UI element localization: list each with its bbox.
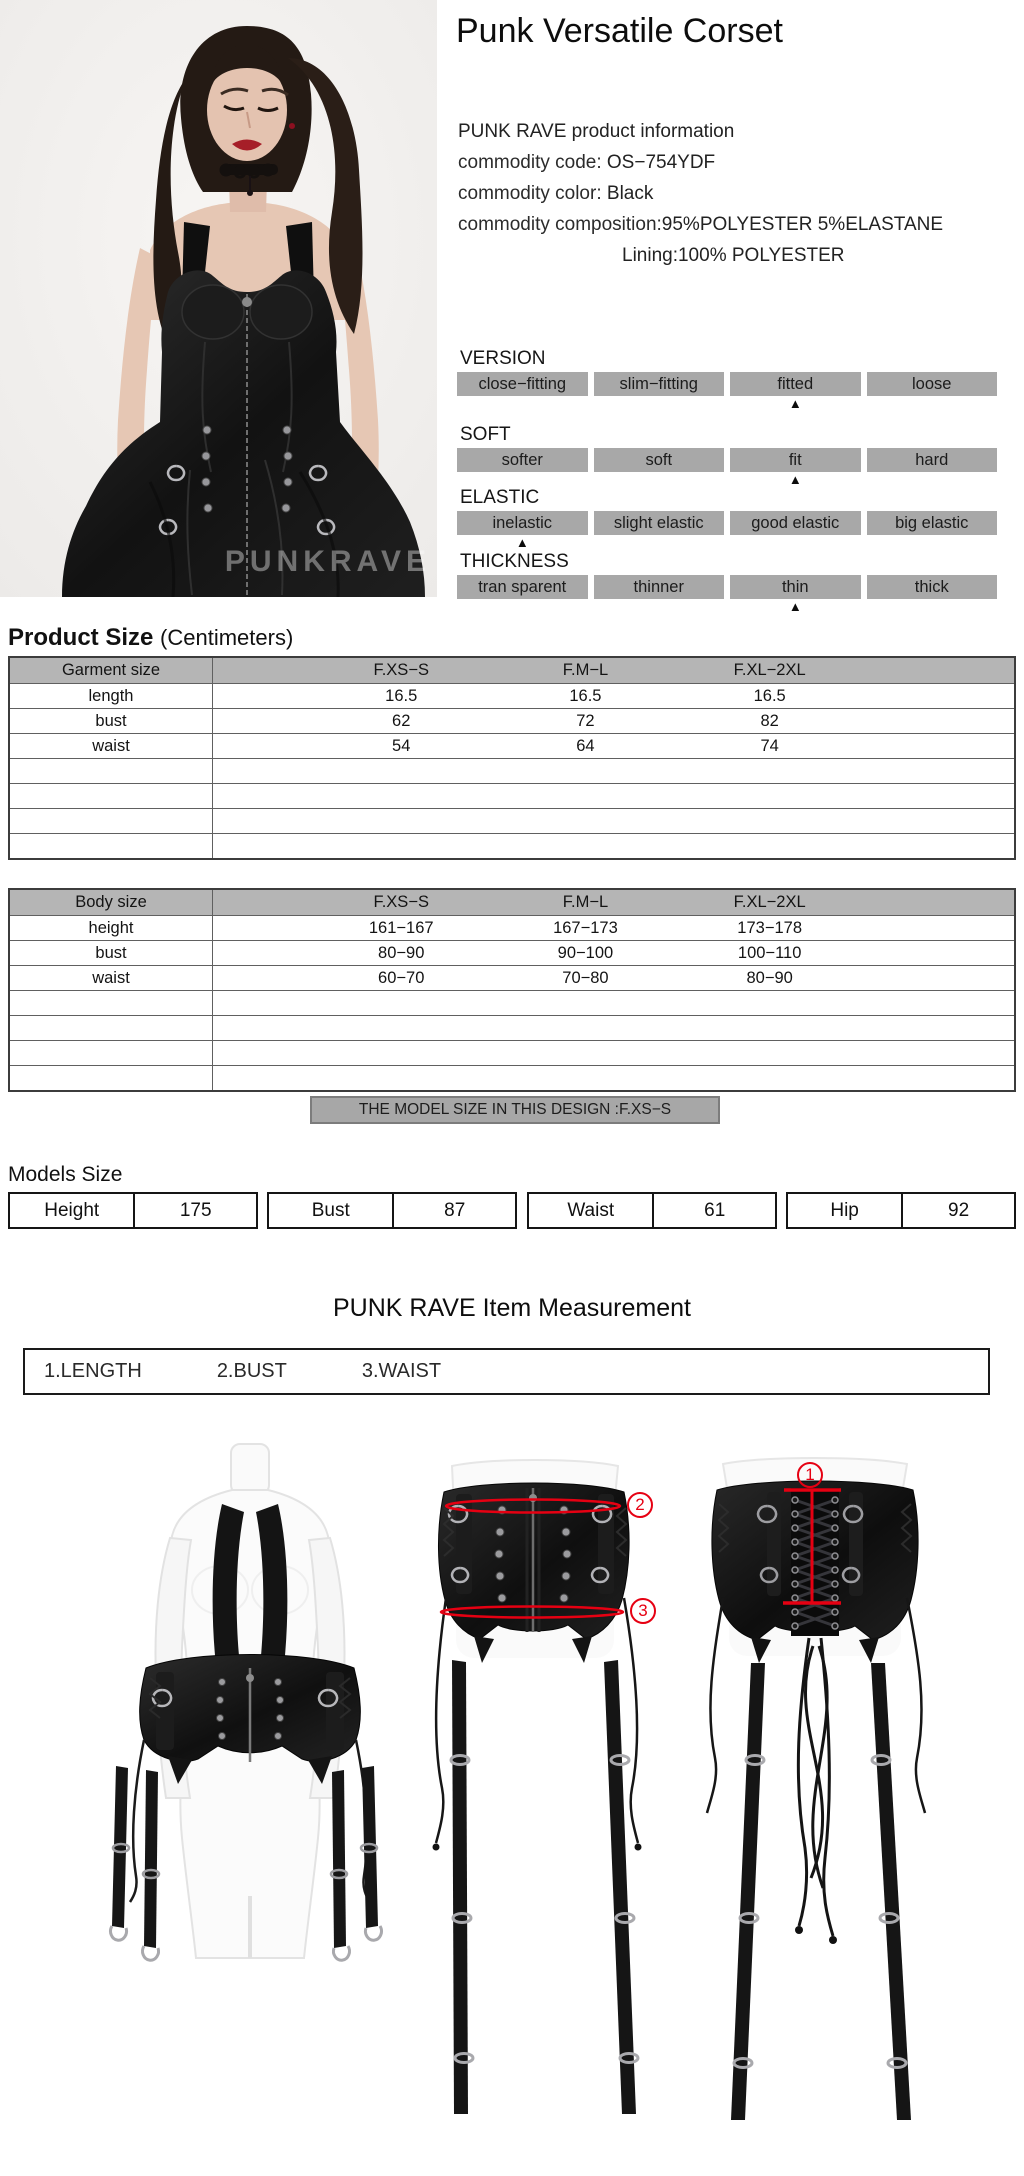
attribute-section-soft [457,424,997,490]
page-title: Punk Versatile Corset [456,12,783,50]
table-empty-row [10,990,1014,1015]
table-cell: 80−90 [378,943,425,962]
composition-value: 95%POLYESTER 5%ELASTANE [661,214,944,235]
table-cell: 16.5 [753,686,786,705]
annotation-circle-1: 1 [797,1462,823,1488]
attribute-option: thick [867,575,998,599]
stat-label: Height [10,1194,135,1227]
row-label: bust [95,711,127,730]
table-empty-row [10,1065,1014,1090]
table-row [10,940,1014,965]
annotation-circle-3: 3 [630,1598,656,1624]
annotation-circle-2: 2 [627,1492,653,1518]
info-code-line [458,147,943,178]
model-photo-illustration [0,0,437,597]
attribute-section-version [457,348,997,414]
table-cell: 16.5 [385,686,418,705]
garment-size-table [8,656,1016,860]
table-header-cell: F.XL−2XL [733,893,806,911]
table-cell: 54 [392,736,411,755]
product-size-heading-bold: Product Size [8,624,154,651]
info-lining-line: Lining:100% POLYESTER [622,245,845,266]
code-label: commodity code: [458,152,602,173]
attribute-option: close−fitting [457,372,588,396]
row-label: waist [92,736,130,755]
table-cell: 74 [760,736,779,755]
table-header-cell: F.M−L [562,661,609,679]
info-composition-line [458,209,943,240]
table-cell: 80−90 [746,968,793,987]
stat-label: Bust [269,1194,394,1227]
measurement-legend [23,1348,990,1395]
table-empty-row [10,1015,1014,1040]
model-stat-hip [786,1192,1016,1229]
attribute-section-thickness [457,551,997,617]
table-empty-row [10,1040,1014,1065]
attribute-option: loose [867,372,998,396]
table-cell: 90−100 [557,943,614,962]
selected-marker-icon: ▲ [788,599,802,614]
stat-label: Hip [788,1194,903,1227]
model-size-banner: THE MODEL SIZE IN THIS DESIGN :F.XS−S [310,1096,720,1124]
figure-corset-front [430,1448,665,2120]
attribute-label: THICKNESS [460,551,569,572]
info-brand-line: PUNK RAVE product information [458,121,735,142]
attribute-scale [457,448,997,472]
attribute-label: VERSION [460,348,546,369]
color-label: commodity color: [458,183,602,204]
row-label: bust [95,943,127,962]
attribute-option: thin [730,575,861,599]
legend-bust: 2.BUST [216,1360,287,1382]
attribute-scale [457,575,997,599]
attribute-option: fitted [730,372,861,396]
attribute-option: tran sparent [457,575,588,599]
attribute-option: good elastic [730,511,861,535]
product-size-heading [8,624,293,652]
table-cell: 100−110 [737,943,802,962]
table-row [10,708,1014,733]
legend-length: 1.LENGTH [44,1360,142,1382]
table-header-sizes [212,658,1014,683]
attribute-option: big elastic [867,511,998,535]
code-value: OS−754YDF [606,152,716,173]
table-cell: 161−167 [368,918,434,937]
table-row [10,683,1014,708]
selected-marker-icon: ▲ [515,535,529,550]
table-header-cell: Body size [75,893,147,911]
table-header-row [10,890,1014,915]
figure-corset-back [695,1448,935,2128]
product-size-heading-unit: (Centimeters) [160,625,294,650]
stat-value: 61 [704,1199,726,1221]
table-header-cell: F.M−L [562,893,609,911]
attribute-scale [457,372,997,396]
table-header-row [10,658,1014,683]
attribute-option: fit [730,448,861,472]
stat-value: 92 [948,1199,970,1221]
table-cell: 70−80 [562,968,609,987]
table-cell: 62 [392,711,411,730]
row-label: length [88,686,134,705]
attribute-option: slight elastic [594,511,725,535]
attribute-scale [457,511,997,535]
stat-value: 87 [444,1199,466,1221]
stat-value: 175 [179,1199,212,1221]
models-size-heading: Models Size [8,1163,123,1186]
composition-label: commodity composition: [458,214,662,235]
attribute-label: ELASTIC [460,487,540,508]
attribute-option: thinner [594,575,725,599]
table-row [10,915,1014,940]
measurement-title: PUNK RAVE Item Measurement [333,1294,691,1322]
attribute-option: inelastic [457,511,588,535]
model-stat-height [8,1192,258,1229]
selected-marker-icon: ▲ [788,472,802,487]
table-row [10,965,1014,990]
table-header-cell: F.XS−S [373,893,429,911]
table-header-cell: F.XS−S [373,661,429,679]
table-cell: 16.5 [569,686,602,705]
table-empty-row [10,758,1014,783]
table-cell: 64 [576,736,595,755]
table-header-cell: Garment size [61,661,161,679]
table-cell: 167−173 [553,918,618,937]
model-stat-waist [527,1192,777,1229]
attribute-option: slim−fitting [594,372,725,396]
product-photo [0,0,437,597]
attribute-option: softer [457,448,588,472]
product-info [458,116,943,271]
row-label: height [88,918,134,937]
table-cell: 72 [576,711,595,730]
body-size-table [8,888,1016,1092]
attribute-option: hard [867,448,998,472]
info-color-line [458,178,943,209]
figure-mannequin-front [50,1428,440,1976]
table-cell: 173−178 [737,918,802,937]
color-value: Black [606,183,654,204]
attribute-section-elastic [457,487,997,553]
table-empty-row [10,833,1014,858]
table-empty-row [10,783,1014,808]
attribute-option: soft [594,448,725,472]
punkrave-watermark: PUNKRAVE [224,545,431,578]
legend-waist: 3.WAIST [361,1360,442,1382]
table-header-cell: F.XL−2XL [733,661,806,679]
model-stat-bust [267,1192,517,1229]
row-label: waist [92,968,130,987]
selected-marker-icon: ▲ [788,396,802,411]
table-cell: 60−70 [378,968,425,987]
attribute-label: SOFT [460,424,511,445]
table-empty-row [10,808,1014,833]
table-cell: 82 [760,711,779,730]
stat-label: Waist [529,1194,654,1227]
table-row [10,733,1014,758]
table-header-sizes [212,890,1014,915]
